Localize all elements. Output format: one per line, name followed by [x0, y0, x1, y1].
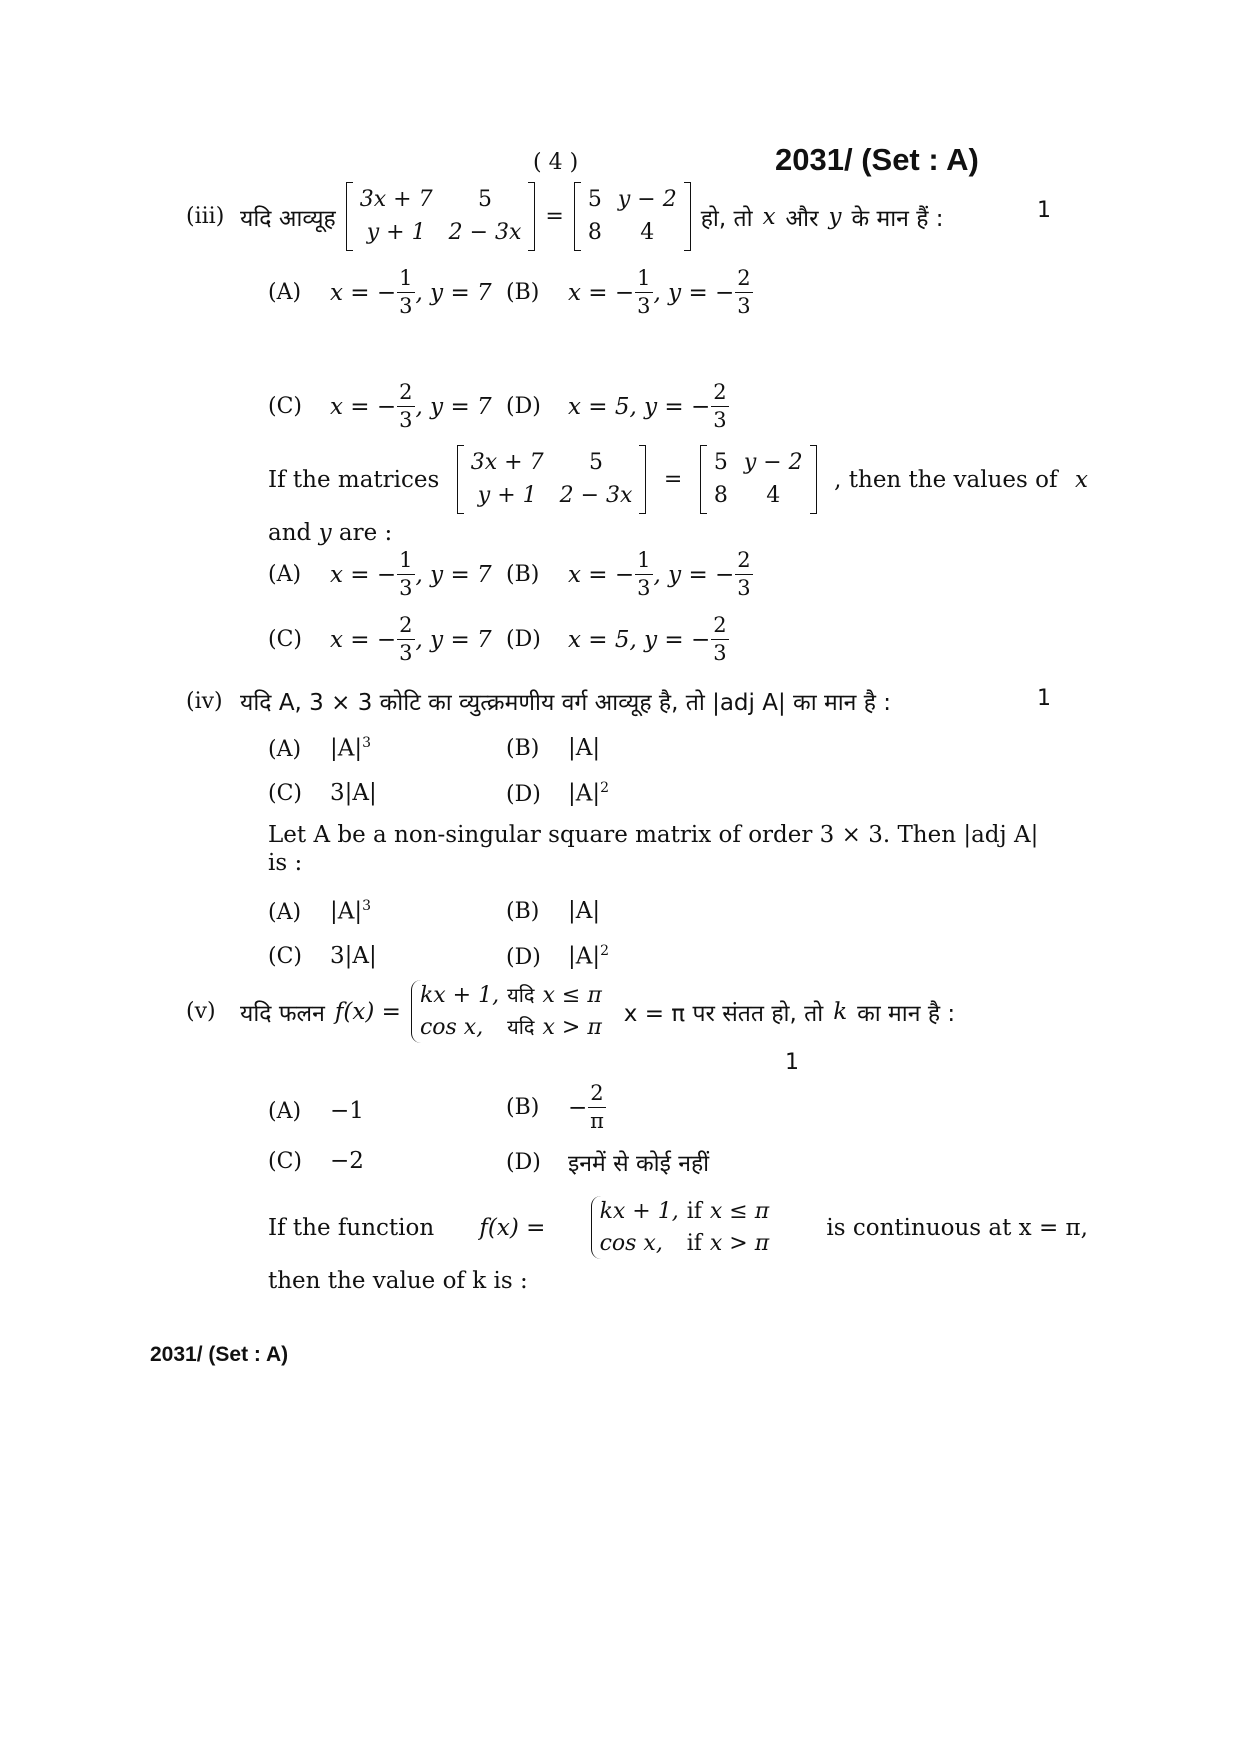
question-v-english-line2: then the value of k is : — [268, 1268, 528, 1294]
hindi-text: का मान है : — [857, 1000, 956, 1027]
matrix-cell: 4 — [640, 219, 655, 245]
case-expression: cos x, — [419, 1014, 484, 1040]
option-label: (A) — [268, 736, 302, 762]
numerator: 1 — [397, 550, 414, 575]
superscript: 2 — [600, 780, 610, 796]
option-text: |A| — [330, 735, 363, 762]
denominator: 3 — [399, 576, 413, 600]
option-label: (C) — [268, 781, 302, 806]
option-a — [268, 1098, 364, 1124]
option-label: (D) — [506, 781, 541, 807]
question-v-hindi — [186, 980, 1086, 1043]
option-c — [268, 943, 377, 969]
matrix-b — [700, 445, 817, 514]
option-d — [506, 1146, 709, 1178]
option-text: x = − — [330, 279, 397, 306]
denominator: 3 — [713, 408, 727, 432]
matrix-cell: 2 − 3x — [559, 482, 633, 508]
option-a — [268, 550, 492, 599]
superscript: 2 — [600, 943, 610, 959]
matrix-cell: 5 — [587, 187, 602, 212]
case-expression: cos x, — [599, 1230, 663, 1256]
matrix-cell: 8 — [713, 482, 728, 508]
page-number: ( 4 ) — [533, 150, 579, 175]
matrix-cell: y − 2 — [617, 187, 677, 212]
option-text: , y = − — [653, 279, 735, 306]
option-text: , y = 7 — [415, 561, 492, 588]
option-text: x = 5, y = − — [568, 626, 711, 653]
option-label: (D) — [506, 627, 541, 652]
denominator: 3 — [399, 641, 413, 665]
option-text: 3|A| — [330, 943, 377, 969]
case-condition: x ≤ π — [542, 983, 602, 1008]
option-label: (D) — [506, 944, 541, 970]
numerator: 2 — [588, 1083, 605, 1108]
option-text: x = − — [330, 626, 397, 653]
option-a — [268, 735, 371, 762]
matrix-cell: y + 1 — [477, 482, 537, 508]
option-label: (A) — [268, 280, 302, 305]
equals-sign: = — [663, 467, 683, 493]
matrix-cell: 4 — [766, 482, 781, 508]
option-label: (C) — [268, 627, 302, 652]
piecewise-function — [411, 980, 614, 1043]
option-label: (D) — [506, 1149, 541, 1175]
denominator: 3 — [399, 408, 413, 432]
option-text: |A| — [568, 780, 601, 807]
option-b — [506, 1083, 607, 1132]
english-text: If the function — [268, 1214, 435, 1241]
question-iii-english — [268, 445, 1088, 514]
english-text: is continuous at x = π, — [826, 1214, 1088, 1241]
hindi-text: यदि A, 3 × 3 कोटि का व्युत्क्रमणीय वर्ग आव्यूह है, तो |adj A| का मान है : — [240, 690, 892, 716]
option-label: (A) — [268, 899, 302, 925]
case-condition: x ≤ π — [709, 1199, 770, 1224]
footer-paper-code: 2031/ (Set : A) — [150, 1343, 289, 1366]
option-b — [506, 898, 600, 924]
numerator: 1 — [635, 268, 652, 293]
numerator: 2 — [397, 615, 414, 640]
option-label: (A) — [268, 562, 302, 587]
numerator: 2 — [735, 268, 752, 293]
case-condition: x > π — [709, 1230, 770, 1256]
option-d — [506, 615, 730, 664]
question-iv-hindi — [186, 685, 891, 717]
denominator: 3 — [399, 294, 413, 318]
numerator: 2 — [711, 382, 728, 407]
matrix-cell: 3x + 7 — [359, 187, 433, 212]
option-label: (B) — [506, 1095, 540, 1120]
superscript: 3 — [362, 898, 372, 914]
option-label: (B) — [506, 899, 540, 924]
option-text: इनमें से कोई नहीं — [568, 1151, 710, 1177]
english-text: If the matrices — [268, 466, 440, 493]
option-text: |A| — [330, 898, 363, 925]
denominator: π — [590, 1109, 604, 1133]
function-notation: f(x) = — [479, 1214, 546, 1241]
option-text: x = − — [568, 279, 635, 306]
equals-sign: = — [545, 204, 564, 230]
paper-code: 2031/ (Set : A) — [775, 142, 979, 177]
numerator: 1 — [397, 268, 414, 293]
question-iii-english-line2 — [268, 520, 392, 546]
option-label: (C) — [268, 944, 302, 969]
denominator: 3 — [713, 641, 727, 665]
variable-x: x — [762, 203, 776, 230]
option-b — [506, 735, 600, 761]
numerator: 2 — [711, 615, 728, 640]
question-v-english — [268, 1196, 1088, 1259]
option-text: , y = − — [653, 561, 735, 588]
denominator: 3 — [637, 576, 651, 600]
option-text: |A| — [568, 735, 601, 761]
option-label: (B) — [506, 736, 540, 761]
option-text: − — [568, 1094, 588, 1121]
option-c — [268, 382, 492, 431]
matrix-cell: 2 − 3x — [448, 219, 522, 245]
option-b — [506, 550, 754, 599]
option-d — [506, 382, 730, 431]
option-c — [268, 780, 377, 806]
option-label: (C) — [268, 1148, 302, 1174]
marks: 1 — [1037, 198, 1051, 223]
hindi-text: यदि फलन — [240, 1000, 325, 1027]
hindi-text: यदि आव्यूह — [240, 205, 336, 232]
matrix-cell: 3x + 7 — [470, 450, 544, 475]
option-label: (B) — [506, 562, 540, 587]
option-text: |A| — [568, 943, 601, 970]
superscript: 3 — [362, 735, 372, 751]
case-expression: kx + 1, — [419, 983, 500, 1008]
matrix-b — [574, 182, 691, 251]
option-text: x = − — [330, 393, 397, 420]
case-keyword: if — [686, 1199, 702, 1224]
question-iv-english-line1: Let A be a non-singular square matrix of order 3 × 3. Then |adj A| — [268, 822, 1039, 848]
question-number: (iv) — [186, 688, 223, 714]
english-text: are : — [338, 520, 393, 546]
hindi-text: x = π पर संतत हो, तो — [623, 1000, 824, 1027]
option-a — [268, 268, 492, 317]
option-d — [506, 943, 609, 970]
numerator: 2 — [735, 550, 752, 575]
case-keyword: यदि — [507, 1015, 535, 1040]
variable-k: k — [833, 998, 848, 1025]
hindi-text: हो, तो — [700, 205, 753, 232]
matrix-cell: 5 — [477, 187, 492, 212]
matrix-cell: 5 — [589, 450, 604, 475]
denominator: 3 — [737, 294, 751, 318]
question-iii-hindi — [186, 182, 944, 251]
hindi-text: और — [785, 205, 819, 232]
matrix-cell: 8 — [587, 219, 602, 245]
option-b — [506, 268, 754, 317]
variable-y: y — [828, 203, 842, 230]
matrix-cell: y + 1 — [366, 219, 426, 245]
option-label: (A) — [268, 1098, 302, 1124]
case-keyword: यदि — [507, 983, 535, 1008]
english-text: and — [268, 520, 312, 546]
question-number: (v) — [186, 999, 216, 1025]
denominator: 3 — [637, 294, 651, 318]
option-text: −2 — [330, 1148, 364, 1174]
option-text: x = − — [330, 561, 397, 588]
option-a — [268, 898, 371, 925]
option-label: (D) — [506, 394, 541, 419]
option-text: −1 — [330, 1098, 364, 1124]
option-label: (C) — [268, 394, 302, 419]
option-text: x = − — [568, 561, 635, 588]
case-condition: x > π — [542, 1014, 602, 1040]
option-d — [506, 780, 609, 807]
option-text: , y = 7 — [415, 626, 492, 653]
option-c — [268, 615, 492, 664]
option-text: x = 5, y = − — [568, 393, 711, 420]
option-text: |A| — [568, 898, 601, 924]
option-text: , y = 7 — [415, 393, 492, 420]
numerator: 2 — [397, 382, 414, 407]
piecewise-function — [591, 1196, 782, 1259]
case-expression: kx + 1, — [599, 1199, 679, 1224]
matrix-cell: y − 2 — [743, 450, 803, 475]
option-text: , y = 7 — [415, 279, 492, 306]
marks: 1 — [1037, 686, 1051, 711]
question-iv-english-line2: is : — [268, 850, 303, 876]
variable-x: x — [1074, 466, 1088, 493]
question-number: (iii) — [186, 204, 225, 230]
denominator: 3 — [737, 576, 751, 600]
function-notation: f(x) = — [334, 998, 401, 1025]
marks: 1 — [785, 1050, 799, 1075]
option-text: 3|A| — [330, 780, 377, 806]
hindi-text: के मान हैं : — [851, 205, 944, 232]
matrix-a — [457, 445, 647, 514]
matrix-cell: 5 — [713, 450, 728, 475]
english-text: , then the values of — [834, 466, 1058, 493]
case-keyword: if — [686, 1230, 702, 1256]
matrix-a — [346, 182, 536, 251]
numerator: 1 — [635, 550, 652, 575]
option-label: (B) — [506, 280, 540, 305]
option-c — [268, 1148, 364, 1174]
variable-y: y — [318, 520, 332, 546]
